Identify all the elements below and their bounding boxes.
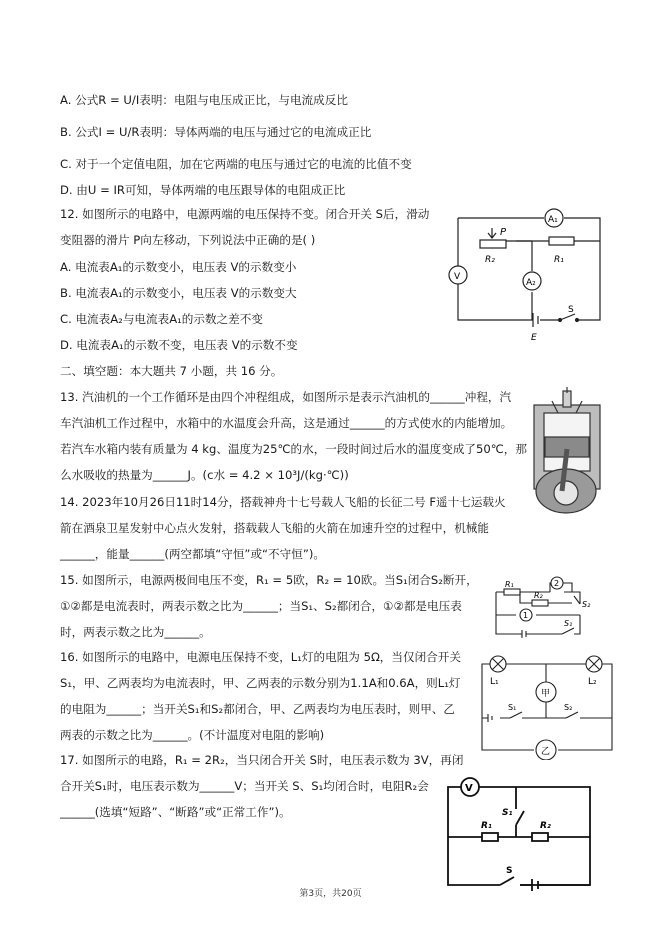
q15-circuit-diagram	[490, 574, 600, 644]
q15-meter1-label: 1	[523, 611, 529, 620]
q17-circuit-diagram	[440, 773, 600, 895]
q15-meter2-label: 2	[554, 579, 560, 588]
q17-voltmeter-label: V	[465, 783, 473, 794]
q13-engine-cylinder-figure	[518, 387, 613, 519]
q12-ammeter-a1-label: A₁	[548, 215, 558, 225]
q15-line2: ①②都是电流表时，两表示数之比为______；当S₁、S₂都闭合，①②都是电压表	[60, 599, 462, 613]
q17-switch-s-label: S	[506, 866, 513, 876]
q17-line1: 17. 如图所示的电路，R₁ = 2R₂，当只闭合开关 S时，电压表示数为 3V，再闭	[60, 753, 464, 767]
q12-r2-label: R₂	[485, 255, 495, 265]
q14-line1: 14. 2023年10月26日11时14分，搭载神舟十七号载人飞船的长征二号 F遥十七运载火	[60, 495, 506, 509]
q11-option-b: B. 公式I = U/R表明：导体两端的电压与通过它的电流成正比	[60, 125, 372, 139]
q13-line2: 车汽油机工作过程中，水箱中的水温度会升高，这是通过______的方式使水的内能增加。	[60, 416, 513, 430]
q12-ammeter-a2-label: A₂	[526, 278, 536, 288]
q16-s1-label: S₁	[508, 703, 517, 712]
q15-r2-label: R₂	[534, 591, 543, 600]
q15-s1-label: S₁	[564, 619, 573, 628]
q15-line1: 15. 如图所示，电源两极间电压不变，R₁ = 5欧，R₂ = 10欧。当S₁闭合S₂断开，	[60, 573, 478, 587]
q12-slider-p-label: P	[500, 227, 507, 238]
q16-meter-yi-label: 乙	[541, 747, 551, 757]
q11-option-c: C. 对于一个定值电阻，加在它两端的电压与通过它的电流的比值不变	[60, 157, 412, 171]
q17-r2-label: R₂	[540, 821, 551, 831]
q12-stem-line2: 变阻器的滑片 P向左移动，下列说法中正确的是( )	[60, 233, 316, 247]
q16-s2-label: S₂	[564, 703, 573, 712]
q13-line1: 13. 汽油机的一个工作循环是由四个冲程组成，如图所示是表示汽油机的______冲程，汽	[60, 390, 512, 404]
q11-option-d: D. 由U = IR可知，导体两端的电压跟导体的电阻成正比	[60, 183, 346, 197]
q13-line3: 若汽车水箱内装有质量为 4 kg、温度为25℃的水，一段时间过后水的温度变成了50℃，那	[60, 442, 527, 456]
q12-option-a: A. 电流表A₁的示数变小，电压表 V的示数变小	[60, 260, 297, 274]
page-footer: 第3页，共20页	[299, 889, 362, 899]
q16-meter-jia-label: 甲	[541, 689, 551, 699]
q12-switch-label: S	[568, 305, 574, 315]
q11-option-a: A. 公式R = U/I表明：电阻与电压成正比，与电流成反比	[60, 93, 348, 107]
q15-line3: 时，两表示数之比为______。	[60, 625, 211, 639]
q14-line3: ______，能量______(两空都填“守恒”或“不守恒”)。	[60, 547, 325, 561]
q12-circuit-diagram	[442, 203, 607, 343]
section-heading: 二、填空题：本大题共 7 小题，共 16 分。	[60, 364, 283, 378]
q17-line2: 合开关S₁时，电压表示数为______V；当开关 S、S₁均闭合时，电阻R₂会	[60, 779, 429, 793]
q16-line3: 的电阻为______；当开关S₁和S₂都闭合，甲、乙两表均为电压表时，则甲、乙	[60, 702, 456, 716]
q15-r1-label: R₁	[505, 580, 514, 589]
q16-lamp-l1-label: L₁	[490, 677, 499, 687]
q17-s1-label: S₁	[502, 808, 513, 818]
q16-line4: 两表的示数之比为______。(不计温度对电阻的影响)	[60, 728, 325, 742]
q15-s2-label: S₂	[582, 600, 591, 609]
q13-line4: 么水吸收的热量为______J。(c水 = 4.2 × 10³J/(kg·℃))	[60, 468, 349, 482]
q12-stem-line1: 12. 如图所示的电路中，电源两端的电压保持不变。闭合开关 S后，滑动	[60, 207, 430, 221]
q12-option-d: D. 电流表A₁的示数不变，电压表 V的示数不变	[60, 338, 298, 352]
q17-r1-label: R₁	[481, 821, 492, 831]
q12-option-c: C. 电流表A₂与电流表A₁的示数之差不变	[60, 312, 263, 326]
q17-line3: ______(选填“短路”、“断路”或“正常工作”)。	[60, 805, 291, 819]
q16-line1: 16. 如图所示的电路中，电源电压保持不变，L₁灯的电阻为 5Ω，当仅闭合开关	[60, 650, 461, 664]
q12-battery-label: E	[531, 333, 537, 343]
q16-circuit-diagram	[478, 650, 618, 760]
q12-option-b: B. 电流表A₁的示数变小，电压表 V的示数变大	[60, 286, 297, 300]
q16-line2: S₁，甲、乙两表均为电流表时，甲、乙两表的示数分别为1.1A和0.6A，则L₁灯	[60, 676, 461, 690]
q14-line2: 箭在酒泉卫星发射中心点火发射，搭载载人飞船的火箭在加速升空的过程中，机械能	[60, 521, 489, 535]
q12-r1-label: R₁	[554, 255, 564, 265]
q12-voltmeter-label: V	[454, 272, 461, 282]
q16-lamp-l2-label: L₂	[588, 677, 597, 687]
